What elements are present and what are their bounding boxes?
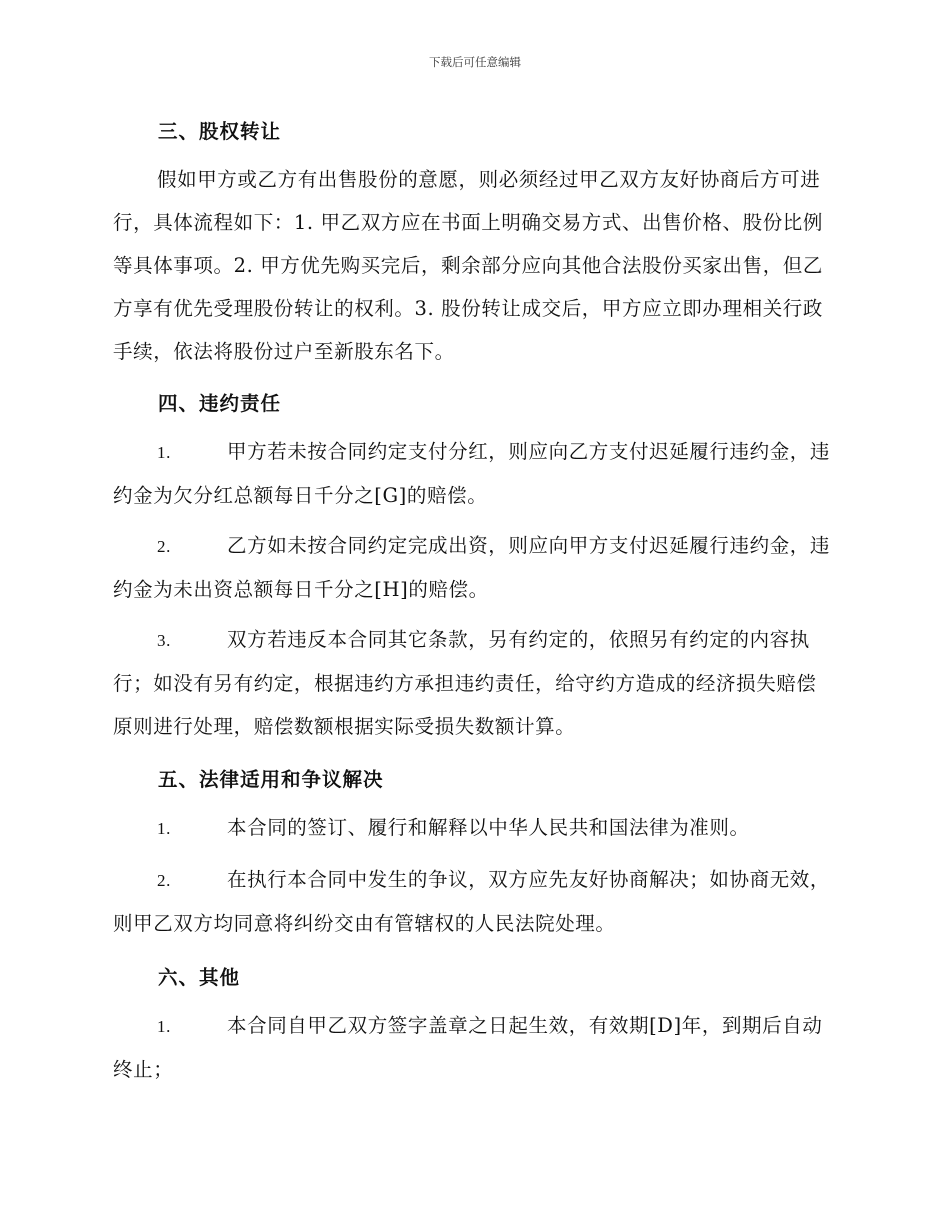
list-item: [113, 430, 833, 517]
item-number: 1.: [157, 443, 171, 462]
item-number: 2.: [157, 871, 171, 890]
header-note: 下载后可任意编辑: [429, 55, 521, 69]
item-number: 1.: [157, 1017, 171, 1036]
item-text: 在执行本合同中发生的争议，双方应先友好协商解决；如协商无效，则甲乙双方均同意将纠纷交由有管辖权的人民法院处理。: [113, 868, 831, 935]
item-text: 乙方如未按合同约定完成出资，则应向甲方支付迟延履行违约金，违约金为未出资总额每日千分之[H]的赔偿。: [113, 534, 831, 601]
paragraph-equity-transfer: 假如甲方或乙方有出售股份的意愿，则必须经过甲乙双方友好协商后方可进行，具体流程如下：1. 甲乙双方应在书面上明确交易方式、出售价格、股份比例等具体事项。2. 甲方优先购买完后，剩余部分应向其他合法股份买家出售，但乙方享有优先受理股份转让的权利。3. 股份转让成交后，甲方应立即办理相关行政手续，依法将股份过户至新股东名下。: [113, 168, 824, 363]
item-text: 甲方若未按合同约定支付分红，则应向乙方支付迟延履行违约金，违约金为欠分红总额每日千分之[G]的赔偿。: [113, 440, 831, 507]
section-heading-equity-transfer: 三、股权转让: [158, 120, 282, 143]
item-text: 本合同的签订、履行和解释以中华人民共和国法律为准则。: [227, 816, 750, 839]
list-item: [113, 524, 833, 611]
item-text: 双方若违反本合同其它条款，另有约定的，依照另有约定的内容执行；如没有另有约定，根据违约方承担违约责任，给守约方造成的经济损失赔偿原则进行处理，赔偿数额根据实际受损失数额计算。: [113, 628, 817, 738]
section-heading-breach-liability: 四、违约责任: [158, 392, 282, 415]
item-text: 本合同自甲乙双方签字盖章之日起生效，有效期[D]年，到期后自动终止；: [113, 1014, 823, 1081]
list-item: [113, 858, 833, 945]
section-heading-law-disputes: 五、法律适用和争议解决: [158, 768, 384, 791]
item-number: 3.: [157, 631, 171, 650]
section-heading-other: 六、其他: [158, 966, 241, 989]
list-item: [113, 1004, 833, 1091]
item-number: 1.: [157, 819, 171, 838]
list-item: [113, 618, 833, 748]
list-item: [113, 806, 833, 850]
item-number: 2.: [157, 537, 171, 556]
